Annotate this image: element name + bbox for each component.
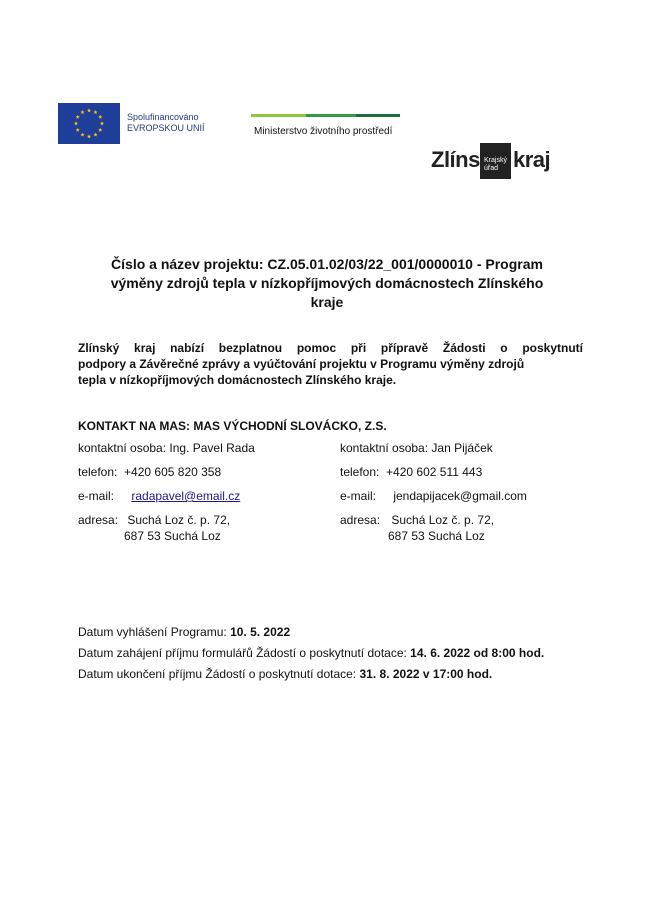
eu-star-icon: [100, 121, 104, 125]
region-logo-right: kraj: [513, 147, 551, 172]
region-logo-box-line1: Krajský: [484, 157, 507, 164]
intro-word: nabízí: [170, 341, 205, 355]
contact-email-row: [340, 488, 527, 504]
ministry-stripe-segment: [251, 114, 306, 117]
region-logo-box: [480, 143, 511, 179]
intro-word: přípravě: [380, 341, 429, 355]
eu-star-icon: [80, 133, 84, 137]
contact-title: KONTAKT NA MAS: MAS VÝCHODNÍ SLOVÁCKO, Z.S.: [78, 419, 387, 433]
region-logo-box-line2: úřad: [484, 165, 499, 172]
date-start-label: Datum zahájení příjmu formulářů Žádostí o poskytnutí dotace:: [78, 646, 407, 660]
project-heading: [62, 255, 592, 312]
intro-word: poskytnutí: [522, 341, 583, 355]
eu-star-icon: [87, 134, 91, 138]
contact-phone-row: [340, 464, 482, 480]
contact-address-label: adresa:: [340, 513, 381, 527]
contact-person-name: Ing. Pavel Rada: [169, 441, 255, 455]
contact-email-value[interactable]: jendapijacek@gmail.com: [393, 489, 527, 503]
intro-word: Zlínský: [78, 341, 120, 355]
intro-line: podpory a Závěrečné zprávy a vyúčtování projektu v Programu výměny zdrojů: [78, 357, 525, 371]
contact-person-label: kontaktní osoba:: [78, 441, 167, 455]
heading-line: Číslo a název projektu: CZ.05.01.02/03/22_001/0000010 - Program: [111, 256, 543, 272]
intro-word: při: [350, 341, 367, 355]
date-end-row: [78, 664, 544, 685]
contact-right-column: [340, 440, 600, 550]
ministry-stripe-segment: [356, 114, 400, 117]
eu-logo-caption: [127, 112, 205, 134]
eu-logo-line1: Spolufinancováno: [127, 112, 199, 122]
program-dates: [78, 622, 544, 685]
contact-email-row: [78, 488, 240, 504]
region-logo-left: Zlíns: [431, 147, 480, 172]
contact-address-line2: 687 53 Suchá Loz: [124, 529, 221, 543]
date-end-label: Datum ukončení příjmu Žádostí o poskytnutí dotace:: [78, 667, 357, 681]
date-start-value: 14. 6. 2022 od 8:00 hod.: [410, 646, 545, 660]
date-start-row: [78, 643, 544, 664]
ministry-logo-text: Ministerstvo životního prostředí: [254, 126, 393, 137]
eu-star-icon: [74, 121, 78, 125]
contact-person-name: Jan Pijáček: [431, 441, 493, 455]
intro-word: kraj: [134, 341, 156, 355]
heading-line: výměny zdrojů tepla v nízkopříjmových domácnostech Zlínského: [110, 275, 544, 291]
eu-stars-icon: [58, 103, 120, 144]
date-announce-value: 10. 5. 2022: [230, 625, 291, 639]
eu-star-icon: [98, 128, 102, 132]
date-end-value: 31. 8. 2022 v 17:00 hod.: [359, 667, 493, 681]
eu-flag-logo: [58, 103, 120, 144]
contact-phone-value: +420 602 511 443: [386, 465, 483, 479]
intro-line: tepla v nízkopříjmových domácnostech Zlínského kraje.: [78, 373, 397, 387]
intro-word: o: [500, 341, 508, 355]
contact-email-label: e-mail:: [78, 489, 115, 503]
eu-star-icon: [93, 133, 97, 137]
contact-email-label: e-mail:: [340, 489, 377, 503]
eu-star-icon: [93, 110, 97, 114]
intro-word: bezplatnou: [218, 341, 283, 355]
eu-star-icon: [80, 110, 84, 114]
intro-word: pomoc: [296, 341, 337, 355]
intro-paragraph: [78, 340, 583, 388]
contact-address-line1: Suchá Loz č. p. 72,: [391, 513, 495, 527]
eu-star-icon: [76, 128, 80, 132]
date-announce-label: Datum vyhlášení Programu:: [78, 625, 227, 639]
contact-phone-label: telefon:: [78, 465, 118, 479]
contact-person-label: kontaktní osoba:: [340, 441, 429, 455]
contact-person-row: [340, 440, 493, 456]
contact-address-label-row: [340, 512, 494, 528]
date-announce-row: [78, 622, 544, 643]
heading-line: kraje: [310, 294, 344, 310]
ministry-stripe-segment: [306, 114, 356, 117]
contact-phone-row: [78, 464, 221, 480]
contact-person-row: [78, 440, 255, 456]
contact-address-label: adresa:: [78, 513, 119, 527]
contact-address-label-row: [78, 512, 230, 528]
contact-left-column: [78, 440, 328, 550]
eu-star-icon: [98, 115, 102, 119]
contact-address-line2: 687 53 Suchá Loz: [388, 529, 485, 543]
contact-phone-label: telefon:: [340, 465, 380, 479]
eu-star-icon: [87, 108, 91, 112]
contact-address-line1: Suchá Loz č. p. 72,: [127, 513, 231, 527]
contact-email-link[interactable]: radapavel@email.cz: [131, 489, 241, 503]
ministry-logo-stripe: [251, 114, 400, 117]
intro-word: Žádosti: [442, 341, 486, 355]
region-logo: [431, 143, 556, 179]
eu-star-icon: [76, 115, 80, 119]
contact-phone-value: +420 605 820 358: [124, 465, 222, 479]
eu-logo-line2: EVROPSKOU UNIÍ: [127, 123, 205, 133]
intro-line-justified: [78, 340, 583, 356]
